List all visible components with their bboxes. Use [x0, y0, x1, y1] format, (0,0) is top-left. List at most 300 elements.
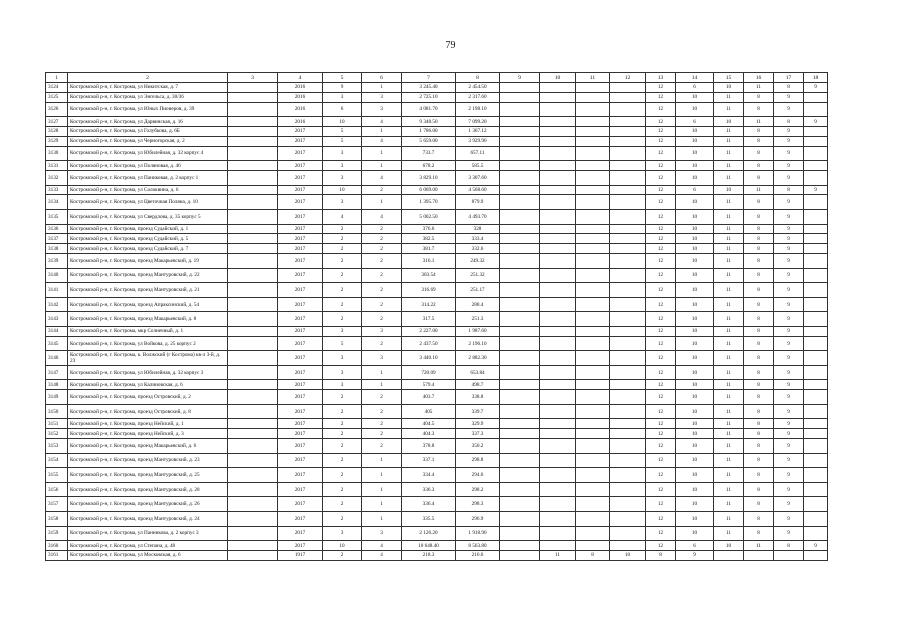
table-cell: 10 [714, 83, 744, 93]
table-cell [610, 268, 646, 283]
table-cell [576, 380, 610, 390]
table-row [46, 102, 828, 117]
table-cell: 10 [676, 244, 714, 254]
table-cell: 9 [774, 244, 804, 254]
table-cell: 2017 [278, 244, 323, 254]
table-cell: 11 [714, 419, 744, 429]
table-cell: 11 [540, 551, 576, 561]
table-cell [540, 92, 576, 102]
address-cell: Костромской р-н, г. Кострома, ул Войкова, д. 25 корпус 2 [68, 336, 228, 351]
column-number-4: 4 [278, 73, 323, 83]
table-cell [610, 83, 646, 93]
table-cell [228, 185, 278, 195]
table-cell: 11 [714, 283, 744, 298]
table-cell: 11 [744, 83, 774, 93]
table-cell: 1917 [278, 551, 323, 561]
table-cell: 8 [744, 136, 774, 146]
table-cell [500, 429, 540, 439]
table-row [46, 365, 828, 380]
table-cell: 9 [804, 117, 828, 127]
table-row [46, 224, 828, 234]
column-number-13: 13 [646, 73, 676, 83]
table-cell [576, 170, 610, 185]
table-cell: 2017 [278, 185, 323, 195]
table-cell [228, 336, 278, 351]
address-cell: Костромской р-н, г. Кострома, ул Солоквина, д. 6 [68, 185, 228, 195]
table-cell: 10 [610, 551, 646, 561]
table-cell: 12 [646, 195, 676, 210]
table-cell: 332.6 [456, 244, 500, 254]
table-cell: 6 069.00 [402, 185, 456, 195]
table-cell: 8 [744, 512, 774, 527]
table-cell: 9 [804, 83, 828, 93]
table-cell: 10 [676, 326, 714, 336]
table-cell: 9 [774, 268, 804, 283]
table-cell: 657.11 [456, 146, 500, 161]
table-cell [610, 170, 646, 185]
table-row [46, 209, 828, 224]
table-cell [500, 136, 540, 146]
table-cell [540, 351, 576, 366]
table-cell [500, 482, 540, 497]
table-cell: 9 [774, 365, 804, 380]
table-cell [228, 312, 278, 327]
row-id-cell: 3144 [46, 326, 68, 336]
table-cell [500, 312, 540, 327]
table-cell: 2 [362, 312, 402, 327]
table-cell: 2 [362, 185, 402, 195]
table-cell [500, 390, 540, 405]
row-id-cell: 3161 [46, 551, 68, 561]
address-cell: Костромской р-н, г. Кострома, проезд Островский, д. 8 [68, 404, 228, 419]
table-cell: 12 [646, 365, 676, 380]
table-cell [228, 253, 278, 268]
table-cell [804, 170, 828, 185]
row-id-cell: 3146 [46, 351, 68, 366]
table-cell: 3 [362, 102, 402, 117]
table-cell: 338.8 [456, 390, 500, 405]
table-cell: 9 [774, 326, 804, 336]
table-cell: 4 [362, 209, 402, 224]
table-cell: 3 [323, 380, 362, 390]
table-cell [610, 468, 646, 483]
table-cell: 8 [744, 170, 774, 185]
table-cell: 12 [646, 268, 676, 283]
table-cell: 3 440.10 [402, 351, 456, 366]
table-cell [500, 453, 540, 468]
table-cell [610, 453, 646, 468]
table-cell [540, 185, 576, 195]
table-cell [540, 404, 576, 419]
table-cell: 11 [714, 268, 744, 283]
table-cell: 4 [362, 170, 402, 185]
table-cell: 8 [744, 482, 774, 497]
table-row [46, 439, 828, 454]
row-id-cell: 3160 [46, 541, 68, 551]
table-cell [228, 439, 278, 454]
table-cell: 8 [744, 419, 774, 429]
table-cell [804, 283, 828, 298]
table-cell: 10 [676, 526, 714, 541]
table-row [46, 429, 828, 439]
table-row [46, 297, 828, 312]
table-cell: 10 [676, 146, 714, 161]
table-cell: 3 [323, 92, 362, 102]
table-cell [228, 209, 278, 224]
table-cell [540, 526, 576, 541]
table-cell [500, 253, 540, 268]
table-row [46, 551, 828, 561]
row-id-cell: 3127 [46, 117, 68, 127]
table-cell: 12 [646, 117, 676, 127]
table-cell: 5 [323, 126, 362, 136]
table-cell: 2017 [278, 326, 323, 336]
table-cell [500, 268, 540, 283]
table-cell [540, 268, 576, 283]
table-cell [610, 102, 646, 117]
table-cell: 251.17 [456, 283, 500, 298]
table-cell: 2 [362, 244, 402, 254]
table-cell: 12 [646, 453, 676, 468]
row-id-cell: 3138 [46, 244, 68, 254]
table-cell: 2017 [278, 336, 323, 351]
table-row [46, 468, 828, 483]
table-cell: 8 [744, 126, 774, 136]
table-cell [804, 365, 828, 380]
table-row [46, 92, 828, 102]
table-cell: 2 [323, 283, 362, 298]
row-id-cell: 3154 [46, 453, 68, 468]
table-cell [610, 136, 646, 146]
table-cell: 333.4 [456, 234, 500, 244]
table-row [46, 170, 828, 185]
table-cell: 1 367.12 [456, 126, 500, 136]
table-cell: 10 [676, 439, 714, 454]
table-cell: 1 [362, 380, 402, 390]
table-cell: 10 [676, 297, 714, 312]
column-number-16: 16 [744, 73, 774, 83]
table-cell [500, 146, 540, 161]
table-cell [804, 244, 828, 254]
table-row [46, 244, 828, 254]
table-cell [804, 136, 828, 146]
table-cell: 10 [676, 283, 714, 298]
table-cell: 2017 [278, 312, 323, 327]
table-cell [540, 253, 576, 268]
table-cell [228, 102, 278, 117]
table-cell: 8 [744, 234, 774, 244]
table-cell: 9 [774, 209, 804, 224]
table-cell: 8 [744, 92, 774, 102]
table-cell: 8 [744, 404, 774, 419]
table-cell [610, 209, 646, 224]
table-cell: 337.3 [456, 429, 500, 439]
column-number-10: 10 [540, 73, 576, 83]
row-id-cell: 3132 [46, 170, 68, 185]
address-cell: Костромской р-н, г. Кострома, проезд Судайский, д. 1 [68, 224, 228, 234]
table-cell: 6 [676, 541, 714, 551]
row-id-cell: 3133 [46, 185, 68, 195]
table-cell: 9 [774, 224, 804, 234]
table-cell: 336.4 [402, 497, 456, 512]
table-cell [228, 468, 278, 483]
table-cell: 11 [714, 297, 744, 312]
table-cell [804, 468, 828, 483]
table-cell: 11 [714, 102, 744, 117]
table-cell [576, 161, 610, 171]
table-cell: 678.2 [402, 161, 456, 171]
table-cell: 3 829.10 [402, 170, 456, 185]
table-cell: 12 [646, 390, 676, 405]
table-cell: 11 [714, 453, 744, 468]
table-row [46, 195, 828, 210]
table-cell: 8 [744, 268, 774, 283]
table-cell [804, 419, 828, 429]
table-cell [228, 224, 278, 234]
table-cell: 10 [676, 497, 714, 512]
table-cell [228, 380, 278, 390]
table-cell: 3 [362, 326, 402, 336]
table-cell [228, 170, 278, 185]
table-cell [576, 146, 610, 161]
table-cell: 2 [362, 283, 402, 298]
table-cell [610, 336, 646, 351]
table-cell [804, 326, 828, 336]
table-cell [500, 283, 540, 298]
table-cell: 4 [362, 117, 402, 127]
table-cell [228, 126, 278, 136]
table-cell: 9 [774, 126, 804, 136]
table-cell [540, 83, 576, 93]
table-cell [500, 326, 540, 336]
table-cell: 9 [774, 297, 804, 312]
table-cell [610, 312, 646, 327]
table-cell: 11 [714, 234, 744, 244]
table-cell [500, 170, 540, 185]
row-id-cell: 3158 [46, 512, 68, 527]
table-cell: 1 [362, 453, 402, 468]
table-cell [610, 390, 646, 405]
table-cell: 339.7 [456, 404, 500, 419]
table-cell: 336.3 [402, 482, 456, 497]
table-cell: 10 [676, 268, 714, 283]
table-cell: 3 929.90 [456, 136, 500, 146]
table-cell: 2017 [278, 146, 323, 161]
table-cell: 8 [744, 326, 774, 336]
table-cell [576, 482, 610, 497]
row-id-cell: 3143 [46, 312, 68, 327]
table-row [46, 161, 828, 171]
table-cell: 381.7 [402, 244, 456, 254]
table-cell [540, 482, 576, 497]
table-cell [610, 439, 646, 454]
table-cell [228, 429, 278, 439]
table-cell: 5 [323, 336, 362, 351]
table-cell: 3 [323, 195, 362, 210]
table-cell: 10 [676, 161, 714, 171]
table-cell: 12 [646, 283, 676, 298]
table-row [46, 126, 828, 136]
table-cell [804, 253, 828, 268]
table-cell [540, 146, 576, 161]
table-cell: 11 [714, 209, 744, 224]
table-cell [540, 365, 576, 380]
table-cell [500, 526, 540, 541]
table-cell: 216.6 [456, 551, 500, 561]
table-cell: 1 395.70 [402, 195, 456, 210]
table-cell: 4 [323, 209, 362, 224]
table-cell: 404.3 [402, 429, 456, 439]
table-cell [500, 126, 540, 136]
row-id-cell: 3156 [46, 482, 68, 497]
table-cell [576, 297, 610, 312]
table-cell: 11 [714, 439, 744, 454]
table-cell: 3 [362, 526, 402, 541]
table-cell: 2 227.00 [402, 326, 456, 336]
table-cell: 5 [323, 136, 362, 146]
table-cell: 316.1 [402, 253, 456, 268]
table-cell: 12 [646, 439, 676, 454]
table-cell: 733.7 [402, 146, 456, 161]
table-row [46, 541, 828, 551]
table-cell: 12 [646, 244, 676, 254]
table-cell [228, 244, 278, 254]
table-cell: 9 [323, 83, 362, 93]
table-cell: 298.2 [456, 482, 500, 497]
table-cell: 8 563.80 [456, 541, 500, 551]
table-cell: 3 [323, 526, 362, 541]
table-cell [228, 351, 278, 366]
table-cell: 2 126.20 [402, 526, 456, 541]
table-cell: 6 [676, 117, 714, 127]
table-cell [500, 419, 540, 429]
table-cell [610, 365, 646, 380]
table-cell [610, 429, 646, 439]
table-cell: 9 [774, 92, 804, 102]
row-id-cell: 3126 [46, 102, 68, 117]
table-cell: 2 196.10 [456, 336, 500, 351]
table-cell: 720.09 [402, 365, 456, 380]
table-cell: 8 [576, 551, 610, 561]
address-cell: Костромской р-н, г. Кострома, ул Юбилейная, д. 32 корпус 4 [68, 146, 228, 161]
table-cell: 9 [774, 336, 804, 351]
table-cell [576, 185, 610, 195]
table-cell: 4 [362, 541, 402, 551]
table-cell: 2017 [278, 253, 323, 268]
table-cell: 8 [744, 390, 774, 405]
table-cell: 11 [744, 541, 774, 551]
table-cell: 11 [744, 185, 774, 195]
table-row [46, 404, 828, 419]
table-cell: 2016 [278, 92, 323, 102]
table-cell [576, 526, 610, 541]
table-cell: 6 [676, 185, 714, 195]
table-cell [576, 453, 610, 468]
table-cell: 303.54 [402, 268, 456, 283]
table-cell [228, 146, 278, 161]
table-cell: 2 [323, 312, 362, 327]
table-cell [228, 404, 278, 419]
table-cell: 3 [323, 365, 362, 380]
table-cell [804, 512, 828, 527]
table-cell: 9 [774, 161, 804, 171]
table-cell: 3 307.60 [456, 170, 500, 185]
address-cell: Костромской р-н, г. Кострома, ул Поляновая, д. 46 [68, 161, 228, 171]
table-cell: 10 [676, 336, 714, 351]
table-cell [500, 234, 540, 244]
column-number-2: 2 [68, 73, 228, 83]
row-id-cell: 3149 [46, 390, 68, 405]
address-cell: Костромской р-н, г. Кострома, ул Свердлова, д. 35 корпус 5 [68, 209, 228, 224]
table-cell: 9 [774, 429, 804, 439]
table-cell [576, 439, 610, 454]
table-row [46, 83, 828, 93]
table-cell: 10 [323, 541, 362, 551]
column-number-8: 8 [456, 73, 500, 83]
table-cell [540, 439, 576, 454]
row-id-cell: 3137 [46, 234, 68, 244]
table-cell: 382.5 [402, 234, 456, 244]
table-cell [610, 253, 646, 268]
table-cell [500, 185, 540, 195]
table-cell [576, 117, 610, 127]
table-cell [500, 365, 540, 380]
table-cell: 12 [646, 351, 676, 366]
table-cell: 2 437.50 [402, 336, 456, 351]
table-cell [804, 482, 828, 497]
table-cell: 11 [744, 117, 774, 127]
table-cell [228, 297, 278, 312]
table-cell: 10 [676, 209, 714, 224]
address-cell: Костромской р-н, г. Кострома, проезд Макарьевский, д. 6 [68, 439, 228, 454]
table-cell: 9 [774, 526, 804, 541]
table-cell: 11 [714, 482, 744, 497]
table-cell [804, 429, 828, 439]
table-cell [540, 419, 576, 429]
table-cell: 3 [323, 351, 362, 366]
table-cell [540, 195, 576, 210]
address-cell: Костромской р-н, г. Кострома, проезд Нейский, д. 3 [68, 429, 228, 439]
table-cell: 9 [774, 404, 804, 419]
table-cell: 1 [362, 497, 402, 512]
row-id-cell: 3148 [46, 380, 68, 390]
table-cell: 2017 [278, 195, 323, 210]
table-cell: 2 [323, 551, 362, 561]
table-cell [540, 244, 576, 254]
table-cell: 9 [774, 512, 804, 527]
header-row [46, 73, 828, 83]
table-cell [500, 92, 540, 102]
table-cell [804, 312, 828, 327]
table-cell [540, 380, 576, 390]
table-cell: 1 [362, 161, 402, 171]
table-cell [804, 526, 828, 541]
table-cell [540, 468, 576, 483]
table-cell: 12 [646, 234, 676, 244]
table-cell: 249.32 [456, 253, 500, 268]
table-cell: 12 [646, 312, 676, 327]
table-cell: 2 [323, 419, 362, 429]
row-id-cell: 3151 [46, 419, 68, 429]
table-cell: 8 [744, 439, 774, 454]
table-cell: 218.3 [402, 551, 456, 561]
table-cell: 10 [323, 117, 362, 127]
address-cell: Костромской р-н, г. Кострома, проезд Островский, д. 2 [68, 390, 228, 405]
table-cell: 9 [774, 146, 804, 161]
table-cell [576, 512, 610, 527]
table-cell: 11 [714, 365, 744, 380]
row-id-cell: 3147 [46, 365, 68, 380]
